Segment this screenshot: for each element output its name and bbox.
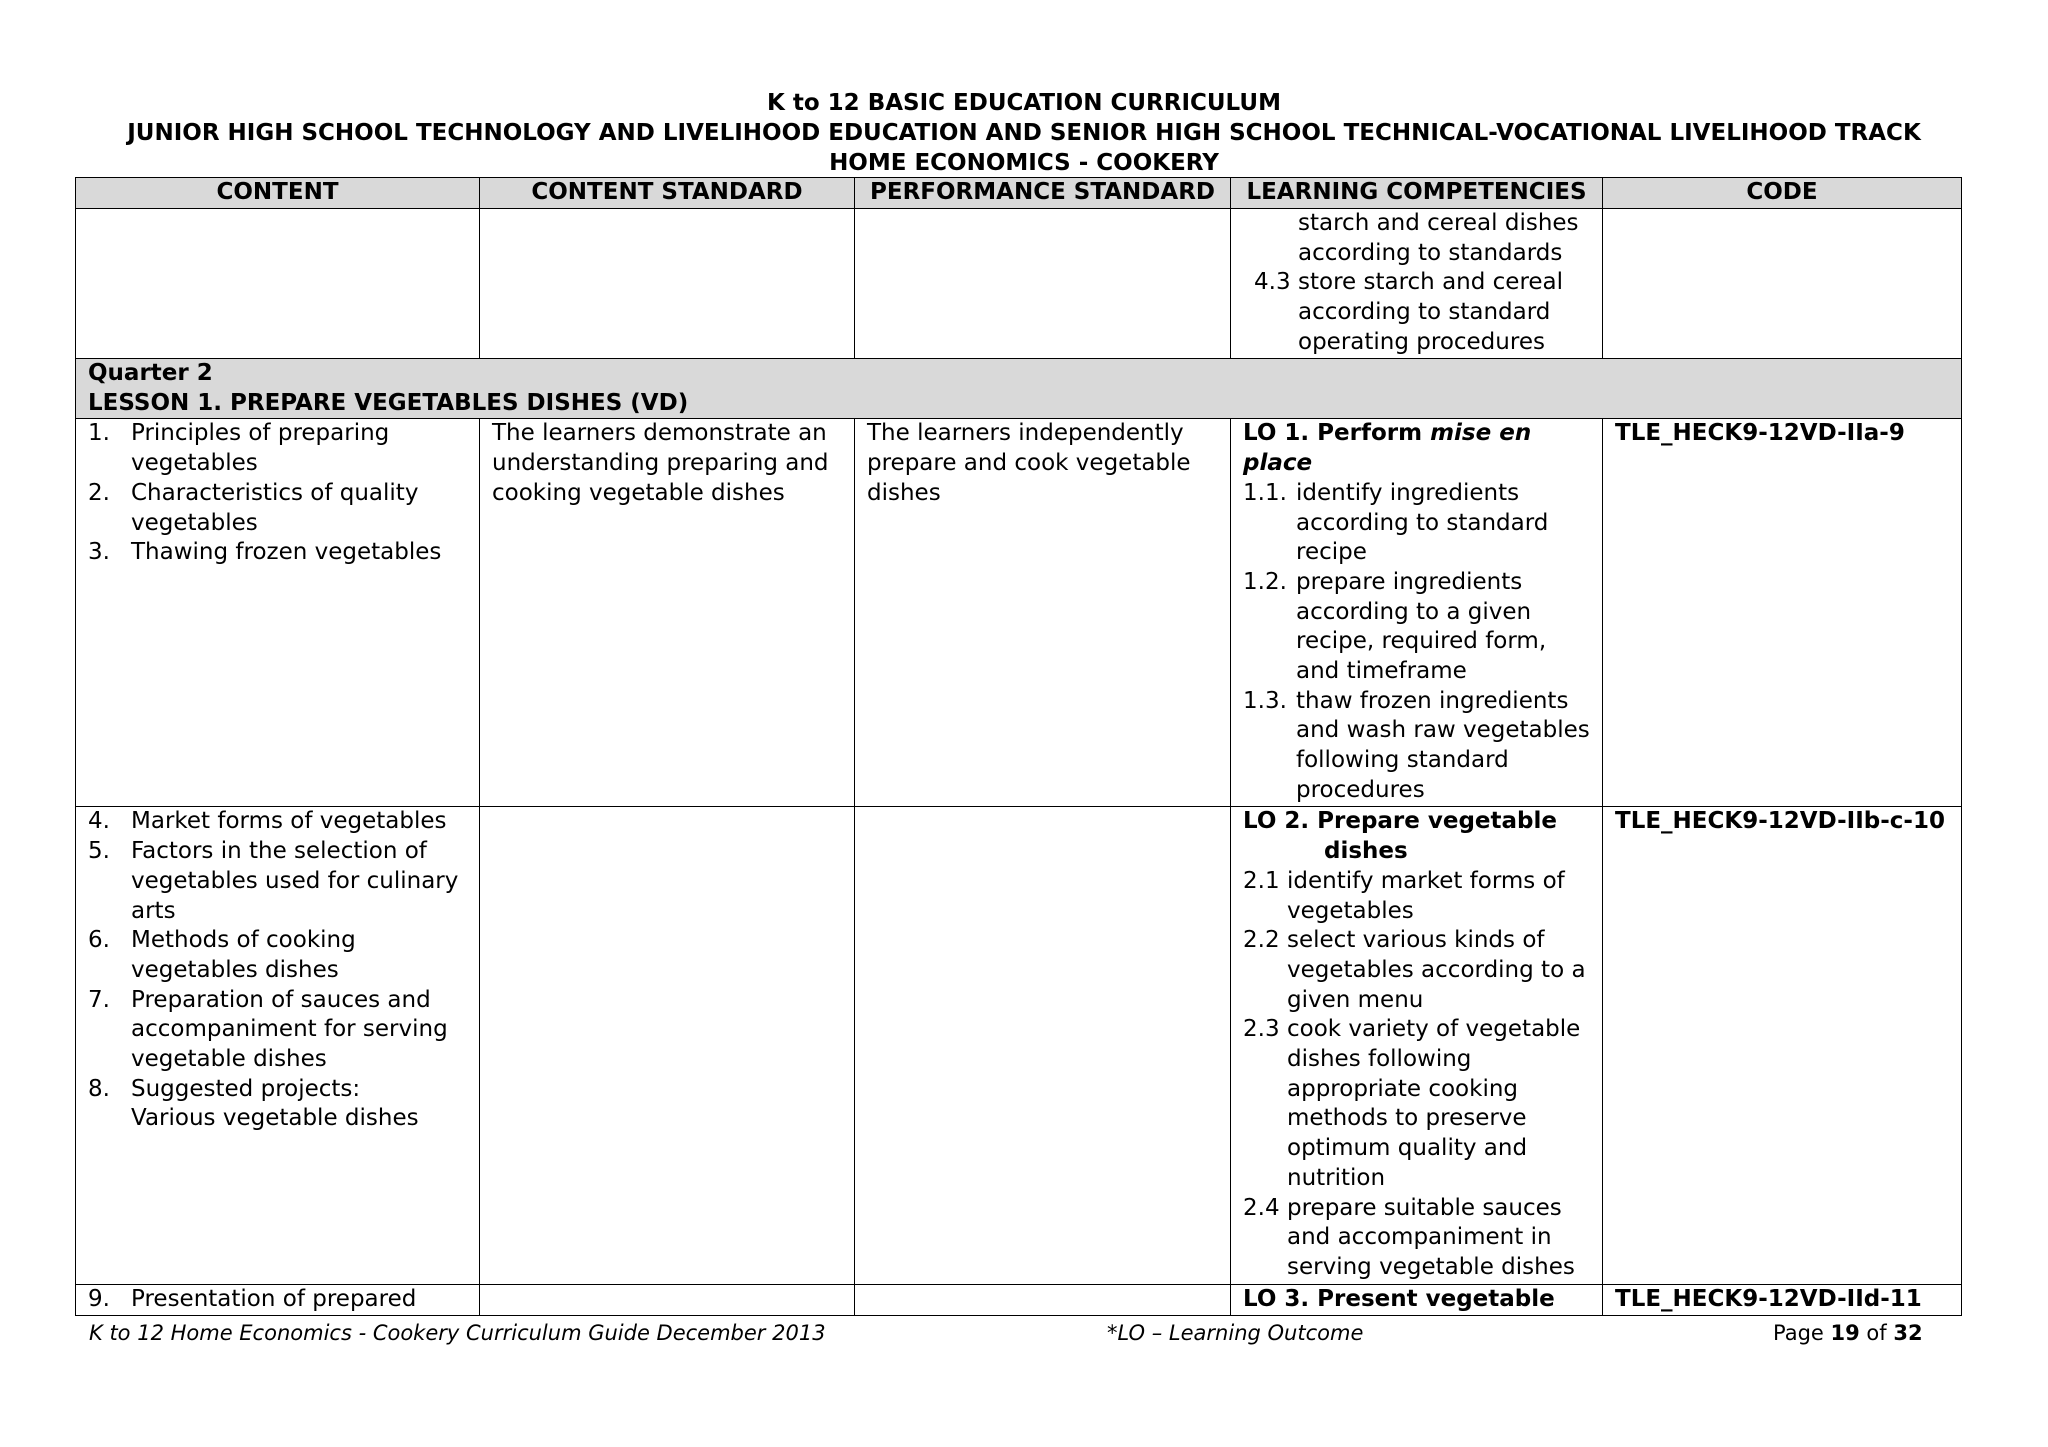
learning-outcome-title: LO 2. Prepare vegetable dishes bbox=[1243, 808, 1557, 865]
competencies-cell bbox=[1231, 807, 1603, 1285]
competencies-cell bbox=[1231, 209, 1603, 359]
content-list bbox=[88, 419, 467, 568]
quarter-label: Quarter 2 bbox=[88, 360, 213, 386]
list-item: 2. Characteristics of quality vegetables bbox=[88, 479, 419, 536]
content-standard-cell bbox=[480, 1285, 855, 1316]
col-header-code: CODE bbox=[1603, 178, 1962, 209]
code-cell: TLE_HECK9-12VD-IIb-c-10 bbox=[1603, 807, 1962, 1285]
list-item: 6. Methods of cooking vegetables dishes bbox=[88, 927, 356, 983]
curriculum-table bbox=[75, 177, 1962, 1316]
content-standard-cell bbox=[480, 807, 855, 1285]
performance-standard-cell bbox=[855, 807, 1231, 1285]
footer-lo-note: *LO – Learning Outcome bbox=[1107, 1321, 1364, 1345]
quarter-row bbox=[76, 359, 1962, 419]
competency-item: 2.3 cook variety of vegetable dishes following appropriate cooking methods to preserve optimum quality and nutrition bbox=[1243, 1016, 1581, 1191]
content-list bbox=[88, 807, 467, 1104]
code-cell bbox=[1603, 209, 1962, 359]
col-header-content-standard: CONTENT STANDARD bbox=[480, 178, 855, 209]
list-item: 7. Preparation of sauces and accompaniment for serving vegetable dishes bbox=[88, 986, 448, 1073]
doc-title: K to 12 BASIC EDUCATION CURRICULUM bbox=[767, 90, 1281, 116]
table-row bbox=[76, 1285, 1962, 1316]
list-item: 9. Presentation of prepared bbox=[88, 1286, 417, 1313]
performance-standard-cell: The learners independently prepare and cook vegetable dishes bbox=[855, 419, 1231, 807]
content-cell bbox=[76, 1285, 480, 1316]
competency-item: 1.1. identify ingredients according to standard recipe bbox=[1243, 479, 1549, 566]
competency-item: 2.4 prepare suitable sauces and accompaniment in serving vegetable dishes bbox=[1243, 1194, 1575, 1280]
content-standard-cell: The learners demonstrate an understanding preparing and cooking vegetable dishes bbox=[480, 419, 855, 807]
footer-page-number: Page 19 of 32 bbox=[1773, 1321, 1923, 1345]
competency-item: 4.3 store starch and cereal according to standard operating procedures bbox=[1254, 269, 1564, 355]
competencies-cell bbox=[1231, 419, 1603, 807]
content-cell bbox=[76, 419, 480, 807]
doc-subtitle: JUNIOR HIGH SCHOOL TECHNOLOGY AND LIVELIHOOD EDUCATION AND SENIOR HIGH SCHOOL TECHNICAL-VOCATIONAL LIVELIHOOD TRACK bbox=[127, 120, 1921, 146]
doc-section-title: HOME ECONOMICS - COOKERY bbox=[829, 150, 1219, 176]
content-cell bbox=[76, 209, 480, 359]
lesson-title: LESSON 1. PREPARE VEGETABLES DISHES (VD) bbox=[88, 389, 689, 416]
list-item: 4. Market forms of vegetables bbox=[88, 808, 447, 835]
competency-continuation: starch and cereal dishes according to standards bbox=[1298, 210, 1579, 266]
list-item: 1. Principles of preparing vegetables bbox=[88, 420, 390, 477]
list-item: 5. Factors in the selection of vegetables used for culinary arts bbox=[88, 838, 459, 924]
learning-outcome-title: LO 3. Present vegetable bbox=[1231, 1285, 1603, 1316]
learning-outcome-title: LO 1. Perform mise en place bbox=[1243, 420, 1532, 477]
performance-standard-cell bbox=[855, 1285, 1231, 1316]
code-cell: TLE_HECK9-12VD-IIa-9 bbox=[1603, 419, 1962, 807]
list-item: 3. Thawing frozen vegetables bbox=[88, 539, 442, 566]
performance-standard-cell bbox=[855, 209, 1231, 359]
competency-item: 1.2. prepare ingredients according to a given recipe, required form, and timeframe bbox=[1243, 568, 1547, 685]
list-item: 8. Suggested projects: bbox=[88, 1075, 361, 1102]
competency-item: 1.3. thaw frozen ingredients and wash raw vegetables following standard procedures bbox=[1243, 687, 1590, 803]
content-cell bbox=[76, 807, 480, 1285]
col-header-content: CONTENT bbox=[76, 178, 480, 209]
competency-item: 2.1 identify market forms of vegetables bbox=[1243, 867, 1565, 924]
content-list bbox=[88, 1285, 467, 1315]
col-header-learning-competencies: LEARNING COMPETENCIES bbox=[1231, 178, 1603, 209]
content-standard-cell bbox=[480, 209, 855, 359]
table-row bbox=[76, 807, 1962, 1285]
code-cell: TLE_HECK9-12VD-IId-11 bbox=[1603, 1285, 1962, 1316]
col-header-performance-standard: PERFORMANCE STANDARD bbox=[855, 178, 1231, 209]
table-header-row bbox=[76, 178, 1962, 209]
table-row bbox=[76, 209, 1962, 359]
competency-item: 2.2 select various kinds of vegetables according to a given menu bbox=[1243, 927, 1586, 1013]
table-row bbox=[76, 419, 1962, 807]
footer-guide-title: K to 12 Home Economics - Cookery Curriculum Guide December 2013 bbox=[89, 1321, 826, 1345]
suggested-project: Various vegetable dishes bbox=[131, 1105, 419, 1132]
